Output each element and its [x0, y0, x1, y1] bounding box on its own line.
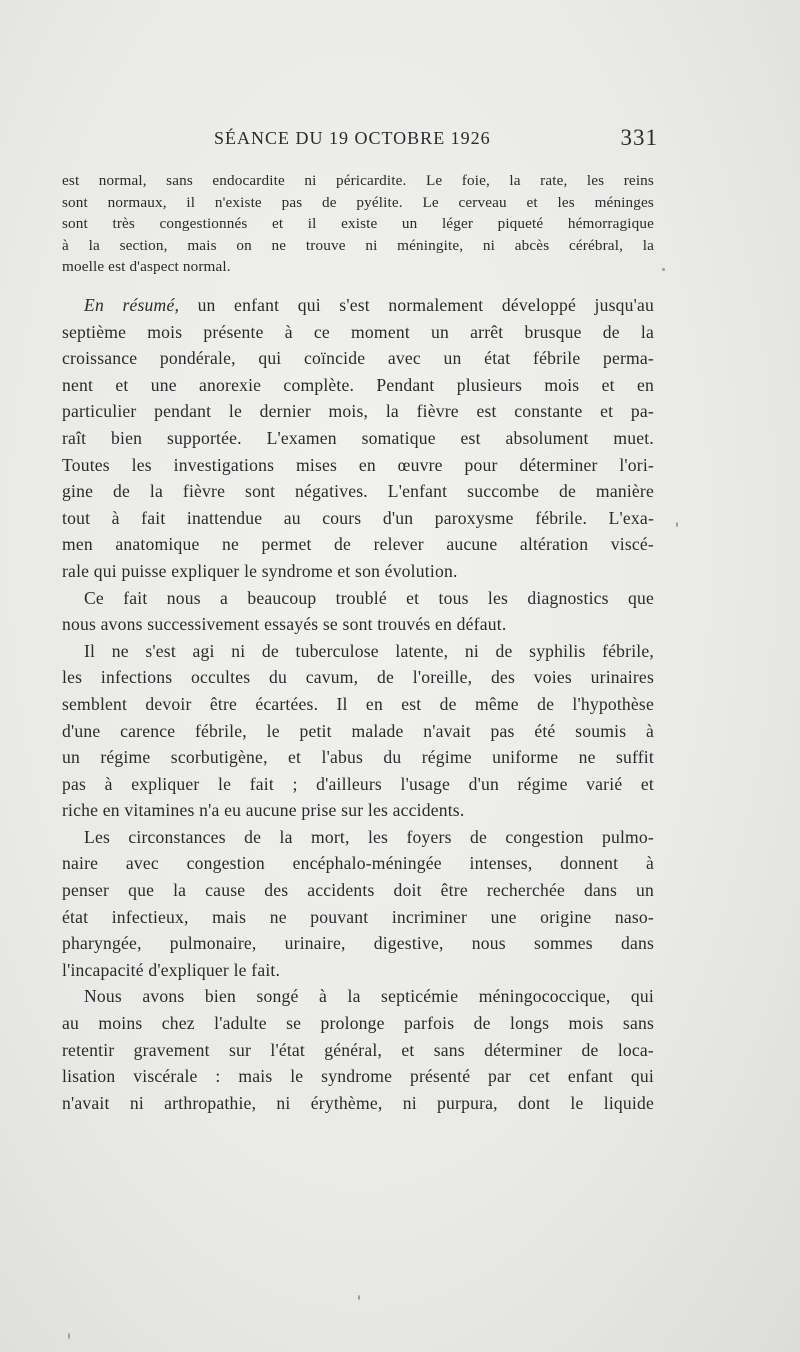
- text-line: septième mois présente à ce moment un arrêt brusque de la: [62, 321, 654, 342]
- paper-speck: [358, 1295, 360, 1300]
- text-line: retentir gravement sur l'état général, et sans déterminer de loca-: [62, 1039, 654, 1060]
- main-text: [62, 292, 654, 1116]
- text-line: Nous avons bien songé à la septicémie méningococcique, qui: [84, 986, 654, 1007]
- text-line: n'avait ni arthropathie, ni érythème, ni purpura, dont le liquide: [62, 1092, 654, 1113]
- text-line: men anatomique ne permet de relever aucune altération viscé-: [62, 534, 654, 555]
- text-line: sont très congestionnés et il existe un léger piqueté hémorragique: [62, 215, 654, 232]
- text-line: semblent devoir être écartées. Il en est de même de l'hypothèse: [62, 693, 654, 714]
- text-line: [62, 292, 654, 319]
- text-line: naire avec congestion encéphalo-méningée intenses, donnent à: [62, 853, 654, 874]
- text-line: est normal, sans endocardite ni péricardite. Le foie, la rate, les reins: [62, 172, 654, 189]
- text-line: particulier pendant le dernier mois, la fièvre est constante et pa-: [62, 401, 654, 422]
- paragraph-septicemia: [62, 983, 654, 1116]
- paper-speck: [68, 1333, 70, 1339]
- text-line: gine de la fièvre sont négatives. L'enfant succombe de manière: [62, 481, 654, 502]
- text-line: Les circonstances de la mort, les foyers de congestion pulmo-: [84, 826, 654, 847]
- running-title: SÉANCE DU 19 OCTOBRE 1926: [214, 128, 491, 148]
- text-line: au moins chez l'adulte se prolonge parfois de longs mois sans: [62, 1013, 654, 1034]
- text-line: croissance pondérale, qui coïncide avec un état fébrile perma-: [62, 348, 654, 369]
- summary-lead-rest: un enfant qui s'est normalement développé jusqu'au: [179, 295, 654, 315]
- text-line: nent et une anorexie complète. Pendant plusieurs mois et en: [62, 374, 654, 395]
- summary-lead-italic: En résumé,: [84, 295, 180, 315]
- text-line: pharyngée, pulmonaire, urinaire, digestive, nous sommes dans: [62, 933, 654, 954]
- page-number: 331: [620, 125, 658, 150]
- text-line: nous avons successivement essayés se sont trouvés en défaut.: [62, 614, 507, 635]
- text-line: raît bien supportée. L'examen somatique est absolument muet.: [62, 427, 654, 448]
- text-line: un régime scorbutigène, et l'abus du régime uniforme ne suffit: [62, 747, 654, 768]
- paragraph-diagnostics: [62, 585, 654, 638]
- text-line: moelle est d'aspect normal.: [62, 258, 231, 275]
- paper-speck: [662, 268, 665, 271]
- paragraph-exclusions: [62, 638, 654, 824]
- page-header: [214, 125, 658, 158]
- paper-speck: [676, 522, 678, 527]
- paragraph-autopsy-findings: [62, 170, 654, 278]
- text-line: l'incapacité d'expliquer le fait.: [62, 959, 281, 980]
- text-line: penser que la cause des accidents doit être recherchée dans un: [62, 880, 654, 901]
- text-line: tout à fait inattendue au cours d'un paroxysme fébrile. L'exa-: [62, 507, 654, 528]
- text-line: riche en vitamines n'a eu aucune prise sur les accidents.: [62, 800, 465, 821]
- text-line: Ce fait nous a beaucoup troublé et tous les diagnostics que: [84, 587, 654, 608]
- text-line: Toutes les investigations mises en œuvre pour déterminer l'ori-: [62, 454, 654, 475]
- text-line: rale qui puisse expliquer le syndrome et son évolution.: [62, 560, 458, 581]
- paragraph-circumstances: [62, 824, 654, 984]
- text-line: à la section, mais on ne trouve ni méningite, ni abcès cérébral, la: [62, 236, 654, 254]
- text-line: pas à expliquer le fait ; d'ailleurs l'usage d'un régime varié et: [62, 773, 654, 794]
- text-line: lisation viscérale : mais le syndrome présenté par cet enfant qui: [62, 1066, 654, 1087]
- paragraph-summary: [62, 292, 654, 585]
- text-line: Il ne s'est agi ni de tuberculose latente, ni de syphilis fébrile,: [84, 640, 654, 661]
- text-line: les infections occultes du cavum, de l'oreille, des voies urinaires: [62, 667, 654, 688]
- text-line: d'une carence fébrile, le petit malade n'avait pas été soumis à: [62, 720, 654, 741]
- text-line: état infectieux, mais ne pouvant incriminer une origine naso-: [62, 906, 654, 927]
- text-line: sont normaux, il n'existe pas de pyélite. Le cerveau et les méninges: [62, 193, 654, 211]
